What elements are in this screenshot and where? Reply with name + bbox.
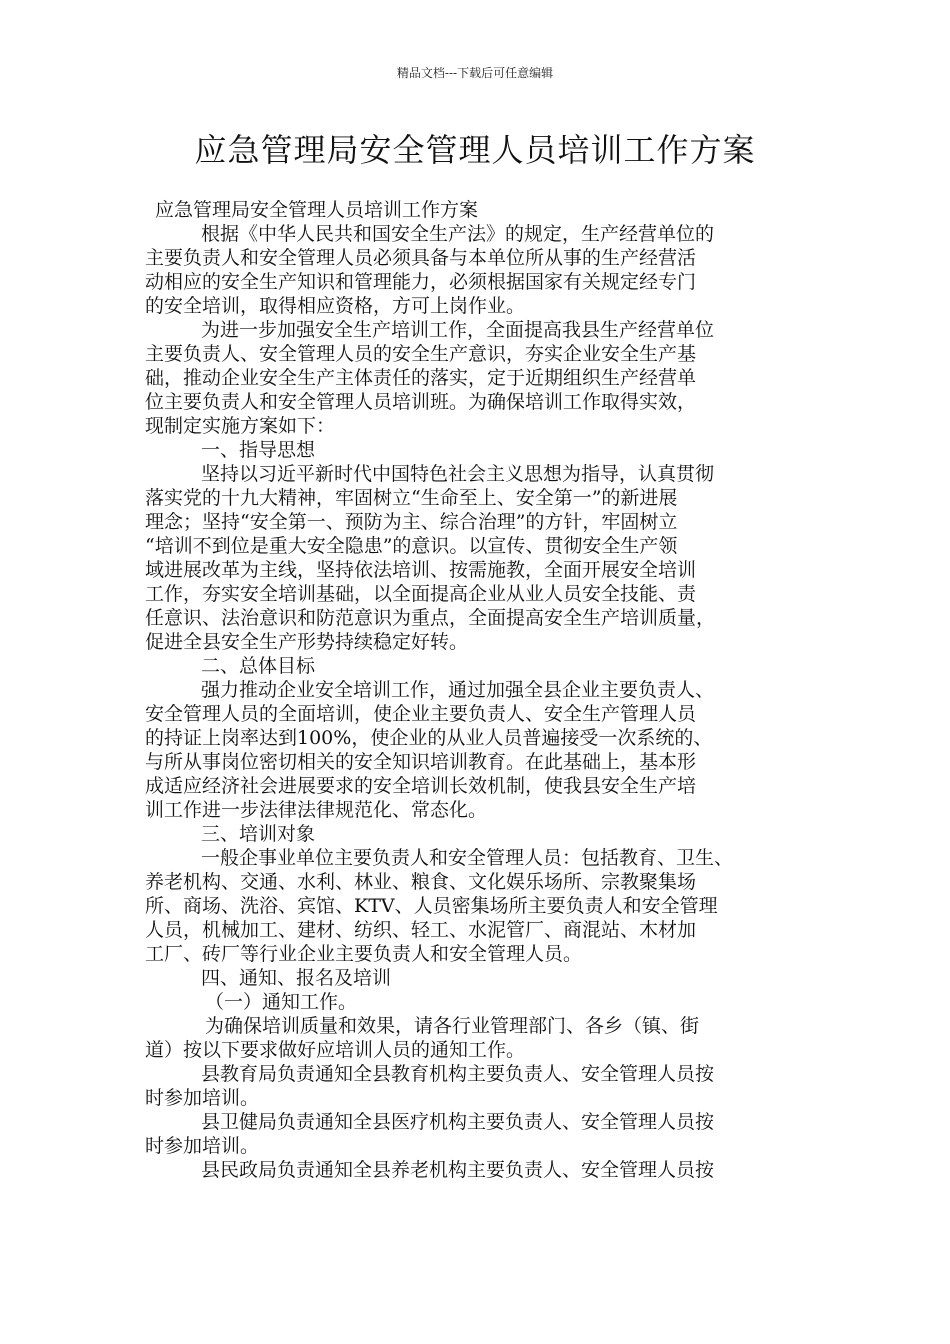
paragraph-line: 的持证上岗率达到100%，使企业的从业人员普遍接受一次系统的、 xyxy=(145,727,713,749)
paragraph-line: 人员，机械加工、建材、纺织、轻工、水泥管厂、商混站、木材加 xyxy=(145,919,697,941)
document-title: 应急管理局安全管理人员培训工作方案 xyxy=(194,131,756,169)
paragraph-line: 主要负责人、安全管理人员的安全生产意识，夯实企业安全生产基 xyxy=(145,343,697,365)
paragraph-line: 县民政局负责通知全县养老机构主要负责人、安全管理人员按 xyxy=(201,1159,715,1181)
paragraph-line: 为确保培训质量和效果，请各行业管理部门、各乡（镇、街 xyxy=(205,1015,700,1037)
section-heading: 四、通知、报名及培训 xyxy=(201,967,392,989)
section-heading: 二、总体目标 xyxy=(201,655,316,677)
paragraph-line: 域进展改革为主线，坚持依法培训、按需施教，全面开展安全培训 xyxy=(145,559,697,581)
paragraph-line: 任意识、法治意识和防范意识为重点，全面提高安全生产培训质量， xyxy=(145,607,716,629)
paragraph-line: 工厂、砖厂等行业企业主要负责人和安全管理人员。 xyxy=(145,943,583,965)
paragraph-line: 理念；坚持“安全第一、预防为主、综合治理”的方针，牢固树立 xyxy=(145,511,678,533)
paragraph-line: 时参加培训。 xyxy=(145,1135,260,1157)
document-body xyxy=(145,198,825,1182)
paragraph-line: 为进一步加强安全生产培训工作，全面提高我县生产经营单位 xyxy=(201,319,715,341)
paragraph-line: 训工作进一步法律法律规范化、常态化。 xyxy=(145,799,488,821)
paragraph-line: 强力推动企业安全培训工作，通过加强全县企业主要负责人、 xyxy=(201,679,715,701)
paragraph-line: 位主要负责人和安全管理人员培训班。为确保培训工作取得实效， xyxy=(145,391,697,413)
paragraph-line: 工作，夯实安全培训基础，以全面提高企业从业人员安全技能、责 xyxy=(145,583,697,605)
paragraph-line: 础，推动企业安全生产主体责任的落实，定于近期组织生产经营单 xyxy=(145,367,697,389)
subsection-heading: （一）通知工作。 xyxy=(205,991,358,1013)
paragraph-line: 道）按以下要求做好应培训人员的通知工作。 xyxy=(145,1039,526,1061)
paragraph-line: 促进全县安全生产形势持续稳定好转。 xyxy=(145,631,469,653)
paragraph-line: 养老机构、交通、水利、林业、粮食、文化娱乐场所、宗教聚集场 xyxy=(145,871,697,893)
paragraph-line: 一般企事业单位主要负责人和安全管理人员：包括教育、卫生、 xyxy=(201,847,734,869)
paragraph-line: 县卫健局负责通知全县医疗机构主要负责人、安全管理人员按 xyxy=(201,1111,715,1133)
document-subtitle: 应急管理局安全管理人员培训工作方案 xyxy=(155,199,479,221)
paragraph-line: 动相应的安全生产知识和管理能力，必须根据国家有关规定经专门 xyxy=(145,271,697,293)
paragraph-line: 安全管理人员的全面培训，使企业主要负责人、安全生产管理人员 xyxy=(145,703,697,725)
paragraph-line: 的安全培训，取得相应资格，方可上岗作业。 xyxy=(145,295,526,317)
paragraph-line: 县教育局负责通知全县教育机构主要负责人、安全管理人员按 xyxy=(201,1063,715,1085)
paragraph-line: 与所从事岗位密切相关的安全知识培训教育。在此基础上，基本形 xyxy=(145,751,697,773)
header-note: 精品文档---下载后可任意编辑 xyxy=(396,66,554,80)
paragraph-line: 成适应经济社会进展要求的安全培训长效机制，使我县安全生产培 xyxy=(145,775,697,797)
paragraph-line: 根据《中华人民共和国安全生产法》的规定，生产经营单位的 xyxy=(201,223,715,245)
paragraph-line: 坚持以习近平新时代中国特色社会主义思想为指导，认真贯彻 xyxy=(201,463,715,485)
paragraph-line: 现制定实施方案如下： xyxy=(145,415,336,437)
paragraph-line: 主要负责人和安全管理人员必须具备与本单位所从事的生产经营活 xyxy=(145,247,697,269)
section-heading: 三、培训对象 xyxy=(201,823,316,845)
paragraph-line: 时参加培训。 xyxy=(145,1087,260,1109)
section-heading: 一、指导思想 xyxy=(201,439,316,461)
paragraph-line: “培训不到位是重大安全隐患”的意识。以宣传、贯彻安全生产领 xyxy=(145,535,678,557)
paragraph-line: 落实党的十九大精神，牢固树立“生命至上、安全第一”的新进展 xyxy=(145,487,678,509)
paragraph-line: 所、商场、洗浴、宾馆、KTV、人员密集场所主要负责人和安全管理 xyxy=(145,895,718,917)
